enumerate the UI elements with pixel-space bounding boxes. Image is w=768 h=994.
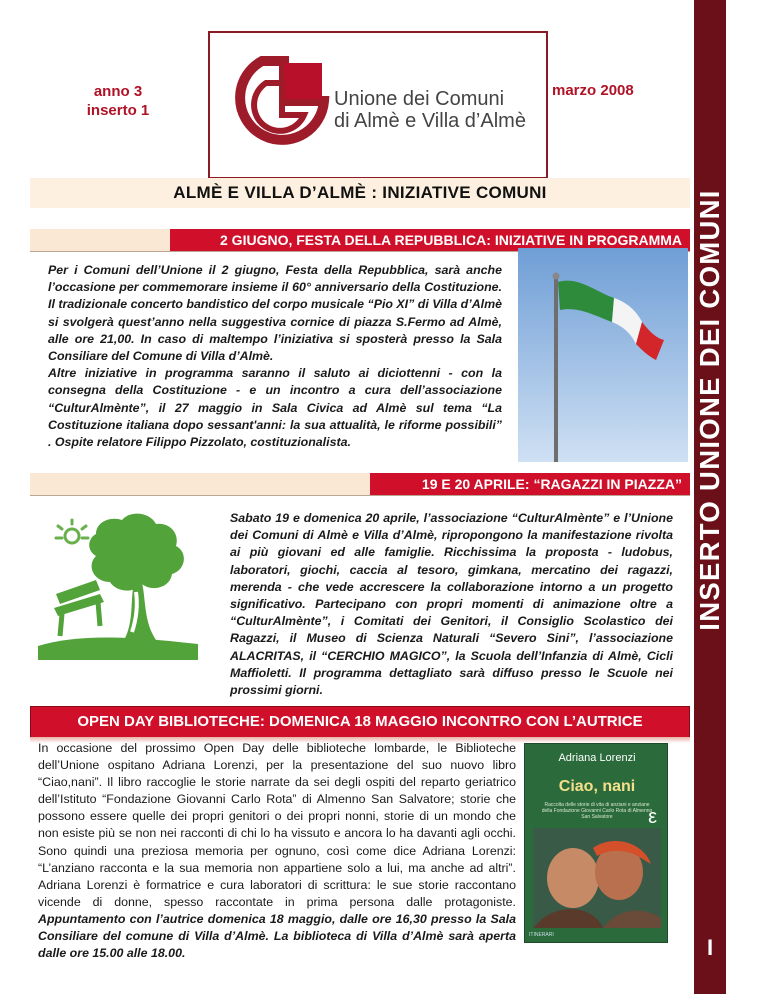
park-tree-bench-icon <box>38 510 198 660</box>
book-cover-painting <box>533 828 661 928</box>
book-title: Ciao, nani <box>558 778 636 795</box>
book-subtitle: Raccolta delle storie di vita di anziani e anziane della Fondazione Giovanni Carlo Rota di Almenno San Salvatore <box>541 802 653 820</box>
main-title: ALMÈ E VILLA D’ALMÈ : INIZIATIVE COMUNI <box>173 183 547 202</box>
section-3-heading: OPEN DAY BIBLIOTECHE: DOMENICA 18 MAGGIO INCONTRO CON L’AUTRICE <box>30 706 690 738</box>
issue-year: anno 3 <box>93 83 143 100</box>
section-1-heading: 2 GIUGNO, FESTA DELLA REPUBBLICA: INIZIATIVE IN PROGRAMMA <box>170 229 690 251</box>
union-logo-text <box>334 88 526 132</box>
book-cover <box>524 743 668 943</box>
section-3-text <box>38 740 516 962</box>
section-2-text <box>230 510 673 699</box>
issue-insert: inserto 1 <box>86 102 150 119</box>
main-title-band <box>30 178 690 208</box>
union-logo <box>208 31 548 179</box>
union-logo-icon <box>232 53 332 153</box>
section-2-paragraph: Sabato 19 e domenica 20 aprile, l’associazione “CulturAlmènte” e l’Unione dei Comuni di Almè e Villa d’Almè, ripropongono la manifestazione rivolta ai più giovani ed alle famiglie. Ricchissima la proposta - ludobus, laboratori, giochi, caccia al tesoro, gimkana, mercatino dei ragazzi, merenda - che vede accrescere la collaborazione intorno a un progetto significativo. Partecipano con propri momenti di animazione oltre a “CulturAlmènte”, i Comitati dei Genitori, il Consiglio Scolastico dei Ragazzi, il Museo di Scienza Naturali “Severo Sini”, l’associazione ALACRITAS, il “CERCHIO MAGICO”, la Scuola dell’Infanzia di Almè, Cicli Maffioletti. Il programma dettagliato sarà diffuso presso le Scuole nei prossimi giorni. <box>230 511 673 698</box>
section-2-heading: 19 E 20 APRILE: “RAGAZZI IN PIAZZA” <box>370 473 690 495</box>
section-3-paragraph: In occasione del prossimo Open Day delle biblioteche lombarde, le Biblioteche dell’Unione ospitano Adriana Lorenzi, per la presentazione del suo nuovo libro “Ciao,nani”. Il libro raccoglie le storie narrate da sei degli ospiti del reparto geriatrico dell’Istituto “Fondazione Giovanni Carlo Rota” di Almenno San Salvatore; storie che possono essere quelle dei propri genitori o dei propri nonni, storie di un mondo che non esiste più se non nei racconti di chi lo ha vissuto e ancora lo ha davanti agli occhi. Sono quindi una preziosa memoria per ognuno, così come dice Adriana Lorenzi: “L’anziano racconta e la sua memoria non appartiene solo a lui, ma anche ad altri”. Adriana Lorenzi è formatrice e cura laboratori di scrittura: le sue storie raccontano vicende di donne, spesso raccontate in prima persona dalle protagoniste. <box>38 741 516 909</box>
book-author: Adriana Lorenzi <box>558 752 636 764</box>
page-number: I <box>706 935 714 960</box>
issue-date: marzo 2008 <box>552 82 634 99</box>
side-banner-text: INSERTO UNIONE DEI COMUNI <box>694 189 725 631</box>
section-3-appointment: Appuntamento con l’autrice domenica 18 maggio, dalle ore 16,30 presso la Sala Consiliare del comune di Villa d’Almè. La biblioteca di Villa d’Almè sarà aperta dalle ore 15.00 alle 18.00. <box>38 911 516 961</box>
section-1-text <box>48 262 502 451</box>
issue-info <box>58 82 178 120</box>
section-2-bar <box>30 473 690 496</box>
logo-line-2: di Almè e Villa d’Almè <box>334 110 526 132</box>
book-publisher-mark-icon: ε <box>648 806 657 828</box>
logo-line-1: Unione dei Comuni <box>334 88 505 110</box>
italian-flag-photo <box>518 248 688 462</box>
section-1-paragraph-2: Altre iniziative in programma saranno il saluto ai diciottenni - con la consegna della Costituzione - e un incontro a cura dell’associazione “CulturAlmènte”, il 27 maggio in Sala Civica ad Almè sul tema “La Costituzione italiana dopo sessant'anni: la sua attualità, le riforme possibili” . Ospite relatore Filippo Pizzolato, costituzionalista. <box>48 366 502 450</box>
section-1-paragraph-1: Per i Comuni dell’Unione il 2 giugno, Festa della Repubblica, sarà anche l’occasione per commemorare insieme il 60° anniversario della Costituzione. Il tradizionale concerto bandistico del corpo musicale “Pio XI” di Villa d’Almè si svolgerà quest’anno nella suggestiva cornice di piazza S.Fermo ad Almè, alle ore 21,00. In caso di maltempo l’iniziativa si sposterà presso la Sala Consiliare del Comune di Villa d’Almè. <box>48 263 502 364</box>
book-publisher: ITINERARI <box>529 932 554 938</box>
